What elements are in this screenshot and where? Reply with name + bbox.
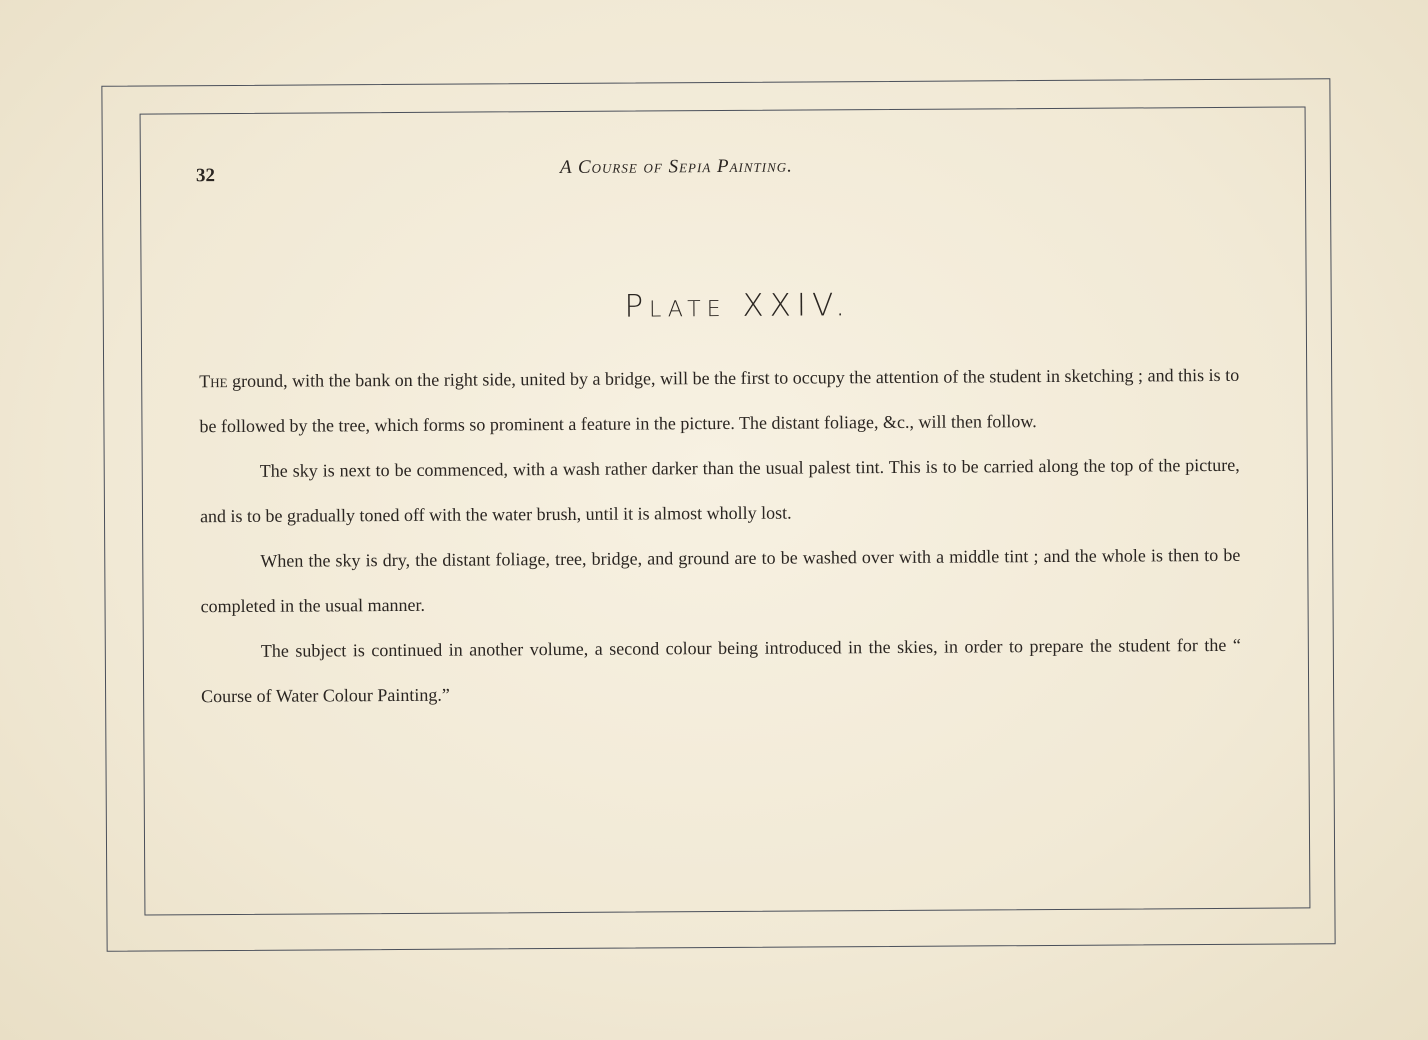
page-number: 32	[195, 165, 216, 187]
paragraph-1-text: ground, with the bank on the right side, united by a bridge, will be the first to occupy the attention of the student in sketching ; and this is to be followed by the tree, which forms so prominent a feature in the picture. The distant foliage, &c., will then follow.	[199, 364, 1240, 437]
plate-title: Plate XXIV.	[624, 287, 852, 325]
page-content	[140, 106, 1309, 913]
paragraph-2: The sky is next to be commenced, with a wash rather darker than the usual palest tint. This is to be carried along the top of the picture, and is to be gradually toned off with the water brush, until it is almost wholly lost.	[199, 454, 1240, 527]
paragraph-lead-word: The	[199, 371, 228, 392]
body-text	[199, 353, 1241, 719]
paragraph-4: The subject is continued in another volume, a second colour being introduced in the skies, in order to prepare the student for the “ Course of Water Colour Painting.”	[201, 634, 1241, 707]
paragraph-3: When the sky is dry, the distant foliage, tree, bridge, and ground are to be washed over with a middle tint ; and the whole is then to be completed in the usual manner.	[200, 544, 1241, 617]
running-head: A Course of Sepia Painting.	[559, 155, 793, 178]
paragraph-1	[199, 353, 1240, 449]
